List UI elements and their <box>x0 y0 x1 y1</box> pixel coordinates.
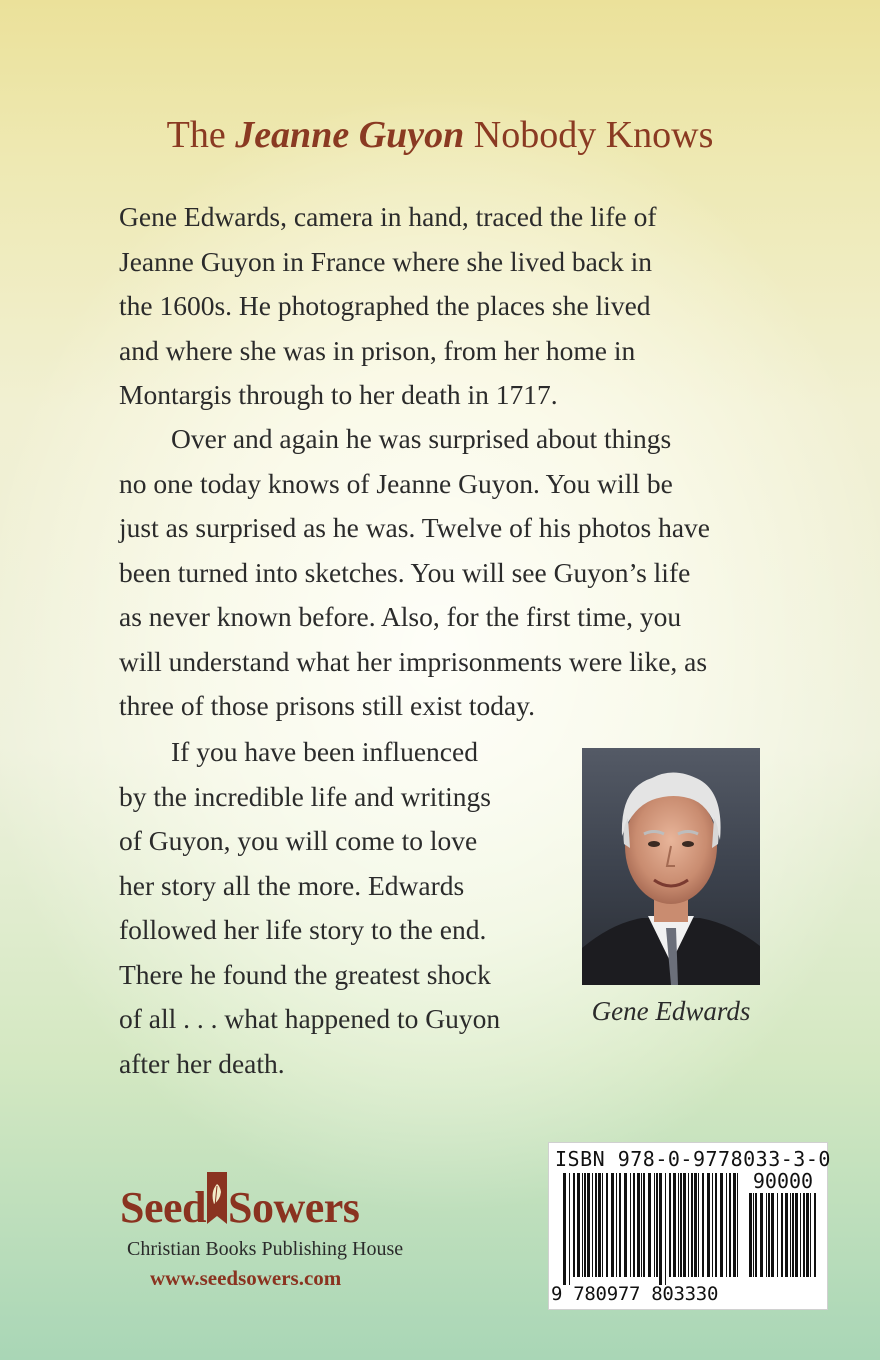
barcode-bar <box>781 1193 783 1277</box>
price-code: 90000 <box>752 1169 814 1193</box>
publisher-tagline: Christian Books Publishing House <box>127 1238 404 1260</box>
barcode-bar <box>766 1193 767 1277</box>
barcode-bar <box>800 1193 801 1277</box>
barcode-bar <box>768 1193 770 1277</box>
paragraph-line: followed her life story to the end. <box>119 914 487 945</box>
barcode-bar <box>624 1173 627 1277</box>
barcode-bar <box>753 1193 754 1277</box>
isbn-barcode <box>548 1142 831 1310</box>
barcode-bar <box>803 1193 805 1277</box>
paragraph-line: after her death. <box>119 1047 285 1079</box>
barcode-bar <box>582 1173 583 1277</box>
barcode-bar <box>707 1173 710 1277</box>
barcode-bar <box>678 1173 679 1277</box>
paragraph-line: of all . . . what happened to Guyon <box>119 1003 501 1034</box>
paragraph-line: There he found the greatest shock <box>119 958 491 990</box>
barcode-bar <box>737 1173 738 1277</box>
barcode-bar <box>569 1173 570 1285</box>
barcode-bar <box>760 1193 763 1277</box>
paragraph-line: been turned into sketches. You will see Guyon’s life <box>119 556 691 588</box>
barcode-bar <box>665 1173 666 1285</box>
barcode-bar <box>688 1173 689 1277</box>
barcode-bar <box>573 1173 575 1277</box>
paragraph-line: no one today knows of Jeanne Guyon. You will be <box>119 467 673 499</box>
author-caption: Gene Edwards <box>591 996 751 1026</box>
barcode-bar <box>749 1193 752 1277</box>
leaf-bookmark-icon <box>206 1172 228 1224</box>
barcode-bar <box>643 1173 645 1277</box>
barcode-bar <box>720 1173 723 1277</box>
paragraph-1 <box>119 195 779 418</box>
barcode-bar <box>637 1173 640 1277</box>
barcode-bar <box>790 1193 791 1277</box>
paragraph-line: Gene Edwards, camera in hand, traced the life of <box>119 201 657 232</box>
paragraph-line: and where she was in prison, from her home in <box>119 334 636 366</box>
barcode-bar <box>633 1173 635 1277</box>
barcode-bar <box>814 1193 816 1277</box>
barcode-bar <box>577 1173 580 1277</box>
barcode-bar <box>795 1193 798 1277</box>
barcode-bar <box>584 1173 586 1277</box>
publisher-name-right: Sowers <box>228 1183 360 1232</box>
barcode-bar <box>641 1173 642 1277</box>
barcode-bar <box>755 1193 757 1277</box>
ean-digits: 9 780977 803330 <box>551 1283 719 1305</box>
barcode-bar <box>680 1173 682 1277</box>
barcode-bar <box>587 1173 590 1277</box>
barcode-bar <box>771 1193 774 1277</box>
barcode-bar <box>598 1173 601 1277</box>
publisher-name-left: Seed <box>120 1183 206 1232</box>
paragraph-line: just as surprised as he was. Twelve of his photos have <box>119 512 711 543</box>
barcode-bar <box>715 1173 717 1277</box>
title-after: Nobody Knows <box>464 114 714 156</box>
back-cover-title <box>0 113 880 157</box>
paragraph-line: as never known before. Also, for the first time, you <box>119 601 682 632</box>
barcode-bar <box>648 1173 651 1277</box>
title-before: The <box>166 114 236 156</box>
barcode-bar <box>619 1173 621 1277</box>
publisher-website[interactable]: www.seedsowers.com <box>150 1266 342 1290</box>
barcode-bar <box>806 1193 809 1277</box>
barcode-bar <box>698 1173 699 1277</box>
barcode-bar <box>810 1193 811 1277</box>
barcode-bar <box>683 1173 686 1277</box>
barcode-bar <box>702 1173 704 1277</box>
barcode-bar <box>592 1173 593 1277</box>
barcode-bar <box>792 1193 794 1277</box>
barcode-bars <box>561 1173 741 1285</box>
paragraph-line: Montargis through to her death in 1717. <box>119 379 558 410</box>
paragraph-line: her story all the more. Edwards <box>119 869 465 901</box>
barcode-bar <box>656 1173 658 1277</box>
paragraph-2 <box>119 417 779 729</box>
author-portrait <box>582 748 760 985</box>
barcode-bar <box>630 1173 631 1277</box>
barcode-bar <box>659 1173 662 1285</box>
paragraph-line: will understand what her imprisonments were like, as <box>119 645 708 677</box>
barcode-bar <box>616 1173 617 1277</box>
barcode-bar <box>611 1173 614 1277</box>
barcode-bar <box>595 1173 597 1277</box>
barcode-bar <box>726 1173 727 1277</box>
publisher-logo <box>120 1172 359 1233</box>
paragraph-line: of Guyon, you will come to love <box>119 825 478 856</box>
barcode-bar <box>602 1173 603 1277</box>
paragraph-line: Jeanne Guyon in France where she lived back in <box>119 245 653 277</box>
barcode-bar <box>673 1173 676 1277</box>
barcode-bar <box>563 1173 566 1285</box>
barcode-bar <box>733 1173 736 1277</box>
barcode-bar <box>691 1173 693 1277</box>
barcode-bar <box>606 1173 608 1277</box>
paragraph-line: by the incredible life and writings <box>119 780 491 812</box>
paragraph-line: Over and again he was surprised about things <box>171 423 672 454</box>
paragraph-line: three of those prisons still exist today. <box>119 690 536 721</box>
barcode-bar <box>694 1173 697 1277</box>
paragraph-line: the 1600s. He photographed the places she lived <box>119 290 651 321</box>
barcode-bar <box>785 1193 788 1277</box>
barcode-bar <box>729 1173 731 1277</box>
paragraph-line: If you have been influenced <box>171 736 478 767</box>
barcode-addon-bars <box>747 1193 819 1305</box>
barcode-bar <box>669 1173 671 1277</box>
barcode-bar <box>654 1173 655 1277</box>
barcode-bar <box>777 1193 778 1277</box>
title-emphasis: Jeanne Guyon <box>235 114 465 156</box>
barcode-bar <box>712 1173 713 1277</box>
isbn-text: ISBN 978-0-9778033-3-0 <box>555 1147 831 1171</box>
author-portrait-icon <box>582 748 760 985</box>
